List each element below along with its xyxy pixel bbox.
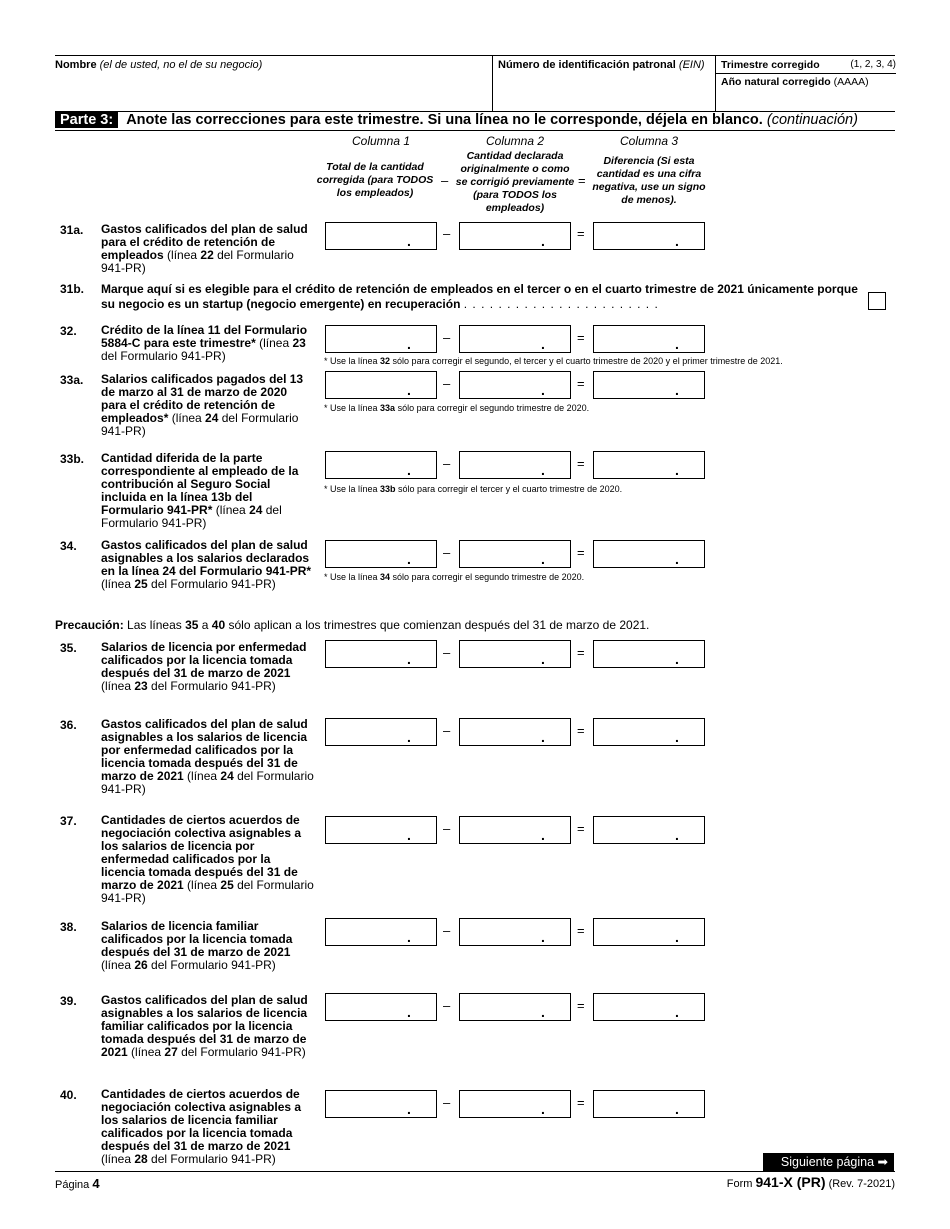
- year-label: Año natural corregido: [721, 76, 831, 88]
- line-33b-description: Cantidad diferida de la parte correspondiente al empleado de la contribución al Seguro Social incluida en la línea 13b del Formulario 941-PR* (línea 24 del Formulario 941-PR): [101, 451, 299, 530]
- column1-description: Total de la cantidad corregida (para TODOS los empleados): [316, 161, 434, 199]
- column3-title: Columna 3: [619, 134, 679, 148]
- line-40-column1-input[interactable]: .: [325, 1090, 437, 1118]
- line-33b-number: 33b.: [60, 452, 85, 466]
- ein-field[interactable]: [492, 56, 715, 111]
- minus-sign: –: [443, 998, 451, 1013]
- line-36-column2-input[interactable]: .: [459, 718, 571, 746]
- part3-title: Anote las correcciones para este trimestre. Si una línea no le corresponde, déjela en blanco.: [126, 112, 763, 128]
- ein-label: Número de identificación patronal: [498, 59, 676, 71]
- line-38-column1-input[interactable]: .: [325, 918, 437, 946]
- line-34-column1-input[interactable]: .: [325, 540, 437, 568]
- line-31b-description: Marque aquí si es elegible para el crédito de retención de empleados en el tercer o en el cuarto trimestre de 2021 únicamente porque su negocio es un startup (negocio emergente) en recuperación . . . . . . . . . . . . . . . . . . . . . . .: [101, 282, 858, 311]
- quarter-hint: (1, 2, 3, 4): [850, 59, 896, 70]
- line-33b-column2-input[interactable]: .: [459, 451, 571, 479]
- line-39-column2-input[interactable]: .: [459, 993, 571, 1021]
- line-37-column3-input[interactable]: .: [593, 816, 705, 844]
- minus-sign: –: [443, 545, 451, 560]
- line-33b-column3-input[interactable]: .: [593, 451, 705, 479]
- line-35-column2-input[interactable]: .: [459, 640, 571, 668]
- line-31b-number: 31b.: [60, 282, 85, 296]
- line-34-column2-input[interactable]: .: [459, 540, 571, 568]
- line-32-note: * Use la línea 32 sólo para corregir el segundo, el tercer y el cuarto trimestre de 2020 y el primer trimestre de 2021.: [324, 356, 783, 366]
- name-label: Nombre: [55, 59, 97, 71]
- line-34-note: * Use la línea 34 sólo para corregir el segundo trimestre de 2020.: [324, 572, 585, 582]
- line-38-column3-input[interactable]: .: [593, 918, 705, 946]
- column2-title: Columna 2: [485, 134, 545, 148]
- line-37-description: Cantidades de ciertos acuerdos de negociación colectiva asignables a los salarios de licencia por enfermedad calificados por la licencia tomada después del 31 de marzo de 2021 (línea 25 del Formulario 941-PR): [101, 813, 314, 905]
- line-33a-note: * Use la línea 33a sólo para corregir el segundo trimestre de 2020.: [324, 403, 590, 413]
- line-33a-column3-input[interactable]: .: [593, 371, 705, 399]
- line-34-description: Gastos calificados del plan de salud asignables a los salarios declarados en la línea 24 del Formulario 941-PR* (línea 25 del Formulario 941-PR): [101, 538, 312, 591]
- line-39-column1-input[interactable]: .: [325, 993, 437, 1021]
- minus-sign: –: [443, 923, 451, 938]
- minus-sign: –: [443, 456, 451, 471]
- quarter-year-block: [715, 56, 896, 111]
- line-37-column2-input[interactable]: .: [459, 816, 571, 844]
- caution-note: Precaución: Las líneas 35 a 40 sólo aplican a los trimestres que comienzan después del 31 de marzo de 2021.: [55, 618, 650, 632]
- minus-sign: –: [443, 330, 451, 345]
- year-hint: (AAAA): [833, 76, 869, 88]
- minus-sign: –: [443, 226, 451, 241]
- line-37-column1-input[interactable]: .: [325, 816, 437, 844]
- line-37-number: 37.: [60, 814, 77, 828]
- line-40-column3-input[interactable]: .: [593, 1090, 705, 1118]
- equals-sign: =: [577, 330, 585, 345]
- equals-sign: =: [577, 376, 585, 391]
- line-35-column1-input[interactable]: .: [325, 640, 437, 668]
- equals-sign: =: [577, 645, 585, 660]
- line-31a-description: Gastos calificados del plan de salud para el crédito de retención de empleados (línea 22 del Formulario 941-PR): [101, 222, 308, 275]
- line-36-column1-input[interactable]: .: [325, 718, 437, 746]
- line-33b-note: * Use la línea 33b sólo para corregir el tercer y el cuarto trimestre de 2020.: [324, 484, 623, 494]
- column2-description: Cantidad declarada originalmente o como se corrigió previamente (para TODOS los empleados): [455, 150, 575, 214]
- equals-sign: =: [577, 821, 585, 836]
- minus-sign: –: [443, 723, 451, 738]
- column3-description: Diferencia (Si esta cantidad es una cifra negativa, use un signo de menos).: [592, 155, 706, 206]
- header-minus-sign: –: [441, 173, 449, 188]
- line-35-description: Salarios de licencia por enfermedad calificados por la licencia tomada después del 31 de marzo de 2021 (línea 23 del Formulario 941-PR): [101, 640, 307, 693]
- corrected-year-field[interactable]: [716, 74, 896, 88]
- line-33a-number: 33a.: [60, 373, 84, 387]
- ein-label-hint: (EIN): [678, 59, 705, 71]
- corrected-quarter-field[interactable]: [716, 56, 896, 74]
- line-39-column3-input[interactable]: .: [593, 993, 705, 1021]
- line-32-description: Crédito de la línea 11 del Formulario 5884-C para este trimestre* (línea 23 del Formulario 941-PR): [101, 323, 308, 363]
- line-34-column3-input[interactable]: .: [593, 540, 705, 568]
- line-36-column3-input[interactable]: .: [593, 718, 705, 746]
- line-31a-column2-input[interactable]: .: [459, 222, 571, 250]
- equals-sign: =: [577, 723, 585, 738]
- next-page-label: Siguiente página ➡: [763, 1153, 894, 1171]
- equals-sign: =: [577, 545, 585, 560]
- line-36-number: 36.: [60, 718, 77, 732]
- name-field[interactable]: [55, 59, 262, 71]
- column1-title: Columna 1: [351, 134, 411, 148]
- page-number: Página 4: [55, 1176, 100, 1191]
- part3-heading: [55, 112, 895, 131]
- equals-sign: =: [577, 456, 585, 471]
- line-40-number: 40.: [60, 1088, 77, 1102]
- line-33a-description: Salarios calificados pagados del 13 de marzo al 31 de marzo de 2020 para el crédito de retención de empleados* (línea 24 del Formulario 941-PR): [101, 372, 304, 438]
- line-32-column1-input[interactable]: .: [325, 325, 437, 353]
- minus-sign: –: [443, 645, 451, 660]
- line-31a-number: 31a.: [60, 223, 84, 237]
- line-39-number: 39.: [60, 994, 77, 1008]
- part3-tag: Parte 3:: [55, 112, 118, 128]
- equals-sign: =: [577, 226, 585, 241]
- line-34-number: 34.: [60, 539, 77, 553]
- line-38-column2-input[interactable]: .: [459, 918, 571, 946]
- minus-sign: –: [443, 1095, 451, 1110]
- form-id: Form 941-X (PR) (Rev. 7-2021): [726, 1174, 895, 1190]
- equals-sign: =: [577, 1095, 585, 1110]
- line-33a-column1-input[interactable]: .: [325, 371, 437, 399]
- line-31a-column3-input[interactable]: .: [593, 222, 705, 250]
- line-40-description: Cantidades de ciertos acuerdos de negociación colectiva asignables a los salarios de licencia familiar calificados por la licencia tomada después del 31 de marzo de 2021 (línea 28 del Formulario 941-PR): [101, 1087, 302, 1166]
- line-31a-column1-input[interactable]: .: [325, 222, 437, 250]
- line-32-column3-input[interactable]: .: [593, 325, 705, 353]
- equals-sign: =: [577, 998, 585, 1013]
- line-33a-column2-input[interactable]: .: [459, 371, 571, 399]
- line-33b-column1-input[interactable]: .: [325, 451, 437, 479]
- line-38-description: Salarios de licencia familiar calificados por la licencia tomada después del 31 de marzo de 2021 (línea 26 del Formulario 941-PR): [101, 919, 293, 972]
- minus-sign: –: [443, 821, 451, 836]
- equals-sign: =: [577, 923, 585, 938]
- line-38-number: 38.: [60, 920, 77, 934]
- identification-header: [55, 55, 895, 112]
- quarter-label: Trimestre corregido: [721, 59, 820, 71]
- line-35-number: 35.: [60, 641, 77, 655]
- line-32-column2-input[interactable]: .: [459, 325, 571, 353]
- line-36-description: Gastos calificados del plan de salud asignables a los salarios de licencia por enfermedad calificados por la licencia tomada después del 31 de marzo de 2021 (línea 24 del Formulario 941-PR): [101, 717, 314, 796]
- part3-continued: (continuación): [766, 112, 858, 128]
- line-35-column3-input[interactable]: .: [593, 640, 705, 668]
- line-32-number: 32.: [60, 324, 77, 338]
- header-equals-sign: =: [578, 173, 586, 188]
- line-31b-checkbox[interactable]: [868, 292, 886, 310]
- footer-rule: [55, 1171, 895, 1172]
- line-39-description: Gastos calificados del plan de salud asignables a los salarios de licencia familiar calificados por la licencia tomada después del 31 de marzo de 2021 (línea 27 del Formulario 941-PR): [101, 993, 308, 1059]
- name-label-hint: (el de usted, no el de su negocio): [99, 59, 263, 71]
- minus-sign: –: [443, 376, 451, 391]
- line-40-column2-input[interactable]: .: [459, 1090, 571, 1118]
